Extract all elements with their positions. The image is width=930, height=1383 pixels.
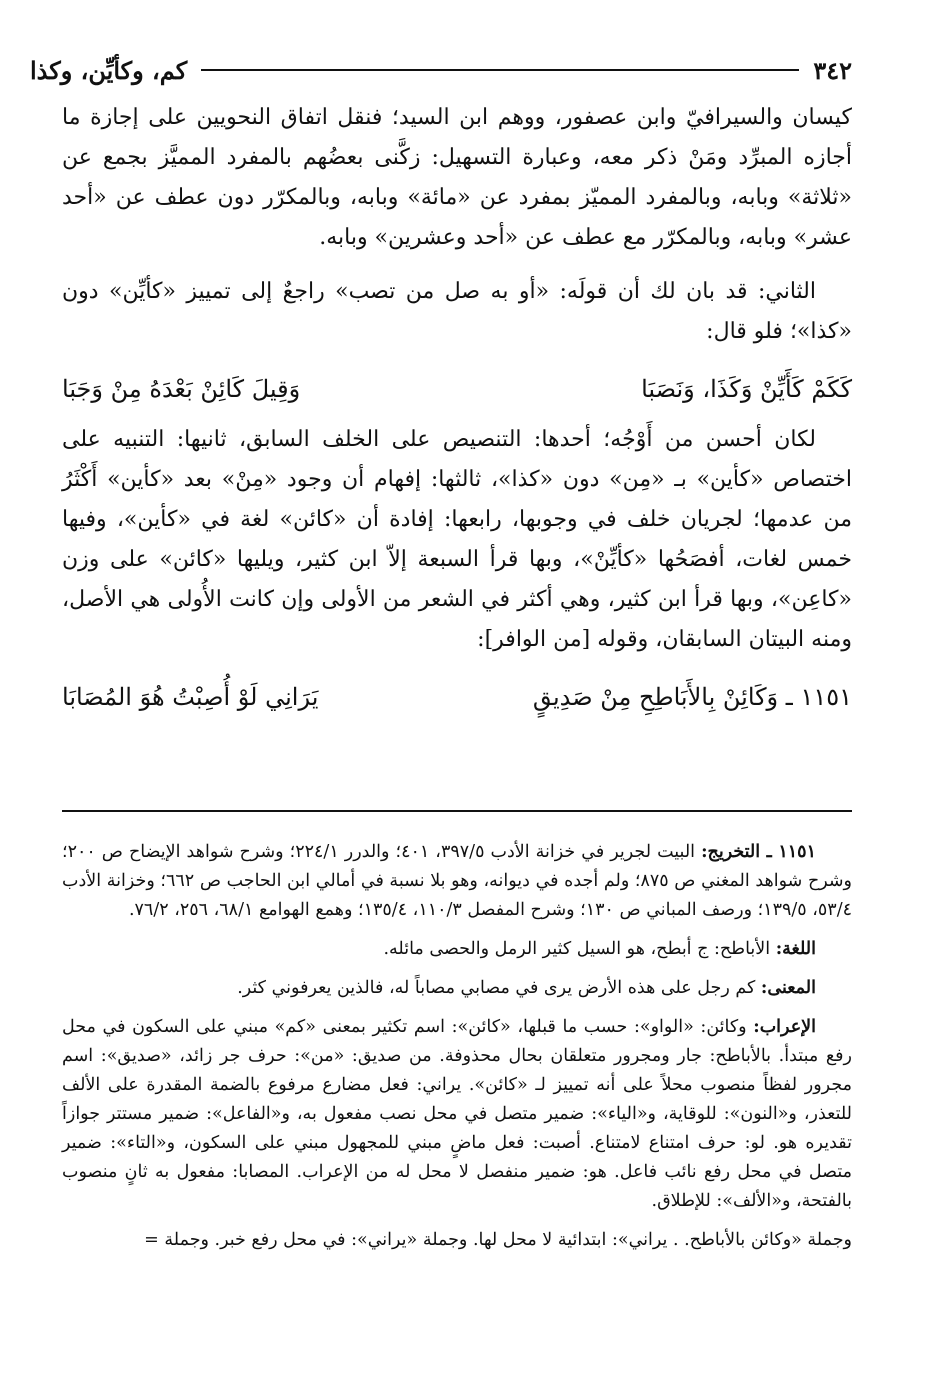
- footnote-lugha: [62, 935, 852, 964]
- footnote-jumla: وجملة «وكائن بالأباطح. . يراني»: ابتدائية لا محل لها. وجملة «يراني»: في محل رفع خبر. وجملة =: [144, 1230, 852, 1250]
- mana-text: كم رجل على هذه الأرض يرى في مصابي مصاباً له، فالذين يعرفوني كثر.: [237, 978, 756, 998]
- takhrij-label: ١١٥١ ـ التخريج:: [701, 842, 816, 862]
- lugha-label: اللغة:: [775, 939, 816, 959]
- irab-text: وكائن: «الواو»: حسب ما قبلها، «كائن»: اسم تكثير بمعنى «كم» مبني على السكون في محل رفع مبتدأ. بالأباطح: جار ومجرور متعلقان بحال محذوفة. من صديق: «من»: حرف جر زائد، «صديق»: اسم مجرور لفظاً منصوب محلاً على أنه تمييز لـ «كائن». يراني: فعل مضارع مرفوع بالضمة المقدرة على الألف للتعذر، و«النون»: للوقاية، و«الياء»: ضمير متصل في محل نصب مفعول به، و«الفاعل»: ضمير مستتر جوازاً تقديره هو. لو: حرف امتناع لامتناع. أصبت: فعل ماضٍ مبني للمجهول مبني على السكون، و«التاء»: ضمير متصل في محل رفع نائب فاعل. هو: ضمير منفصل لا محل له من الإعراب. المصابا: مفعول به ثانٍ منصوب بالفتحة، و«الألف»: للإطلاق.: [62, 1017, 852, 1211]
- header-rule: [201, 69, 799, 71]
- verse-2: [62, 674, 852, 720]
- footnote-takhrij: [62, 838, 852, 925]
- verse-2-first-hemistich: ١١٥١ ـ وَكَائِنْ بِالأَبَاطِحِ مِنْ صَدِيقٍ: [532, 683, 852, 711]
- verse-2-second-hemistich: يَرَانِي لَوْ أُصِبْتُ هُوَ المُصَابَا: [62, 683, 319, 711]
- main-text: [62, 98, 852, 728]
- running-title: كم، وكأيِّن، وكذا: [30, 55, 188, 85]
- footnote-mana: [62, 974, 852, 1003]
- page-number: ٣٤٢: [813, 55, 852, 85]
- footnote-divider: [62, 810, 852, 812]
- verse-1-second-hemistich: وَقِيلَ كَائِنْ بَعْدَهُ مِنْ وَجَبَا: [62, 375, 301, 403]
- takhrij-text: البيت لجرير في خزانة الأدب ٣٩٧/٥، ٤٠١؛ والدرر ٢٢٤/١؛ وشرح شواهد الإيضاح ص ٢٠٠؛ وشرح شواهد المغني ص ٨٧٥؛ ولم أجده في ديوانه، وهو بلا نسبة في أمالي ابن الحاجب ص ٦٦٢؛ وخزانة الأدب ٥٣/٤، ١٣٩/٥؛ ورصف المباني ص ١٣٠؛ وشرح المفصل ١١٠/٣، ١٣٥/٤؛ وهمع الهوامع ٦٨/١، ٢٥٦، ٧٦/٢.: [62, 842, 853, 920]
- verse-1: [62, 366, 852, 412]
- footnote-irab: [62, 1013, 852, 1216]
- verse-1-first-hemistich: كَكَمْ كَأَيِّنْ وَكَذَا، وَنَصَبَا: [641, 375, 852, 403]
- paragraph-2: الثاني: قد بان لك أن قولَه: «أو به صل من تصب» راجعٌ إلى تمييز «كأيِّن» دون «كذا»؛ فلو قال:: [62, 279, 852, 344]
- footnotes: [62, 838, 852, 1265]
- mana-label: المعنى:: [760, 978, 816, 998]
- lugha-text: الأباطح: ج أبطح، هو السيل كثير الرمل والحصى مائله.: [383, 939, 771, 959]
- paragraph-1: كيسان والسيرافيّ وابن عصفور، ووهم ابن السيد؛ فنقل اتفاق النحويين على إجازة ما أجازه المبرِّد ومَنْ ذكر معه، وعبارة التسهيل: زكَّنى بعضُهم بالمفرد المميَّز بجمع عن «ثلاثة» وبابه، وبالمفرد المميّز بمفرد عن «مائة» وبابه، وبالمكرّر دون عطف عن «أحد عشر» وبابه، وبالمكرّر مع عطف عن «أحد وعشرين» وبابه.: [62, 105, 852, 250]
- paragraph-3: لكان أحسن من أَوْجُه؛ أحدها: التنصيص على الخلف السابق، ثانيها: التنبيه على اختصاص «كأين» بـ «مِن» دون «كذا»، ثالثها: إفهام أن وجود «مِنْ» بعد «كأين» أَكْثَرُ من عدمها؛ لجريان خلف في وجوبها، رابعها: إفادة أن «كائن» لغة في «كأين»، وفيها خمس لغات، أفصَحُها «كأيِّنْ»، وبها قرأ السبعة إلاّ ابن كثير، ويليها «كائن» على وزن «كاعِن»، وبها قرأ ابن كثير، وهي أكثر في الشعر من الأولى وإن كانت الأُولى هي الأصل، ومنه البيتان السابقان، وقوله [من الوافر]:: [62, 427, 852, 652]
- page-header: [30, 50, 852, 90]
- irab-label: الإعراب:: [753, 1017, 816, 1037]
